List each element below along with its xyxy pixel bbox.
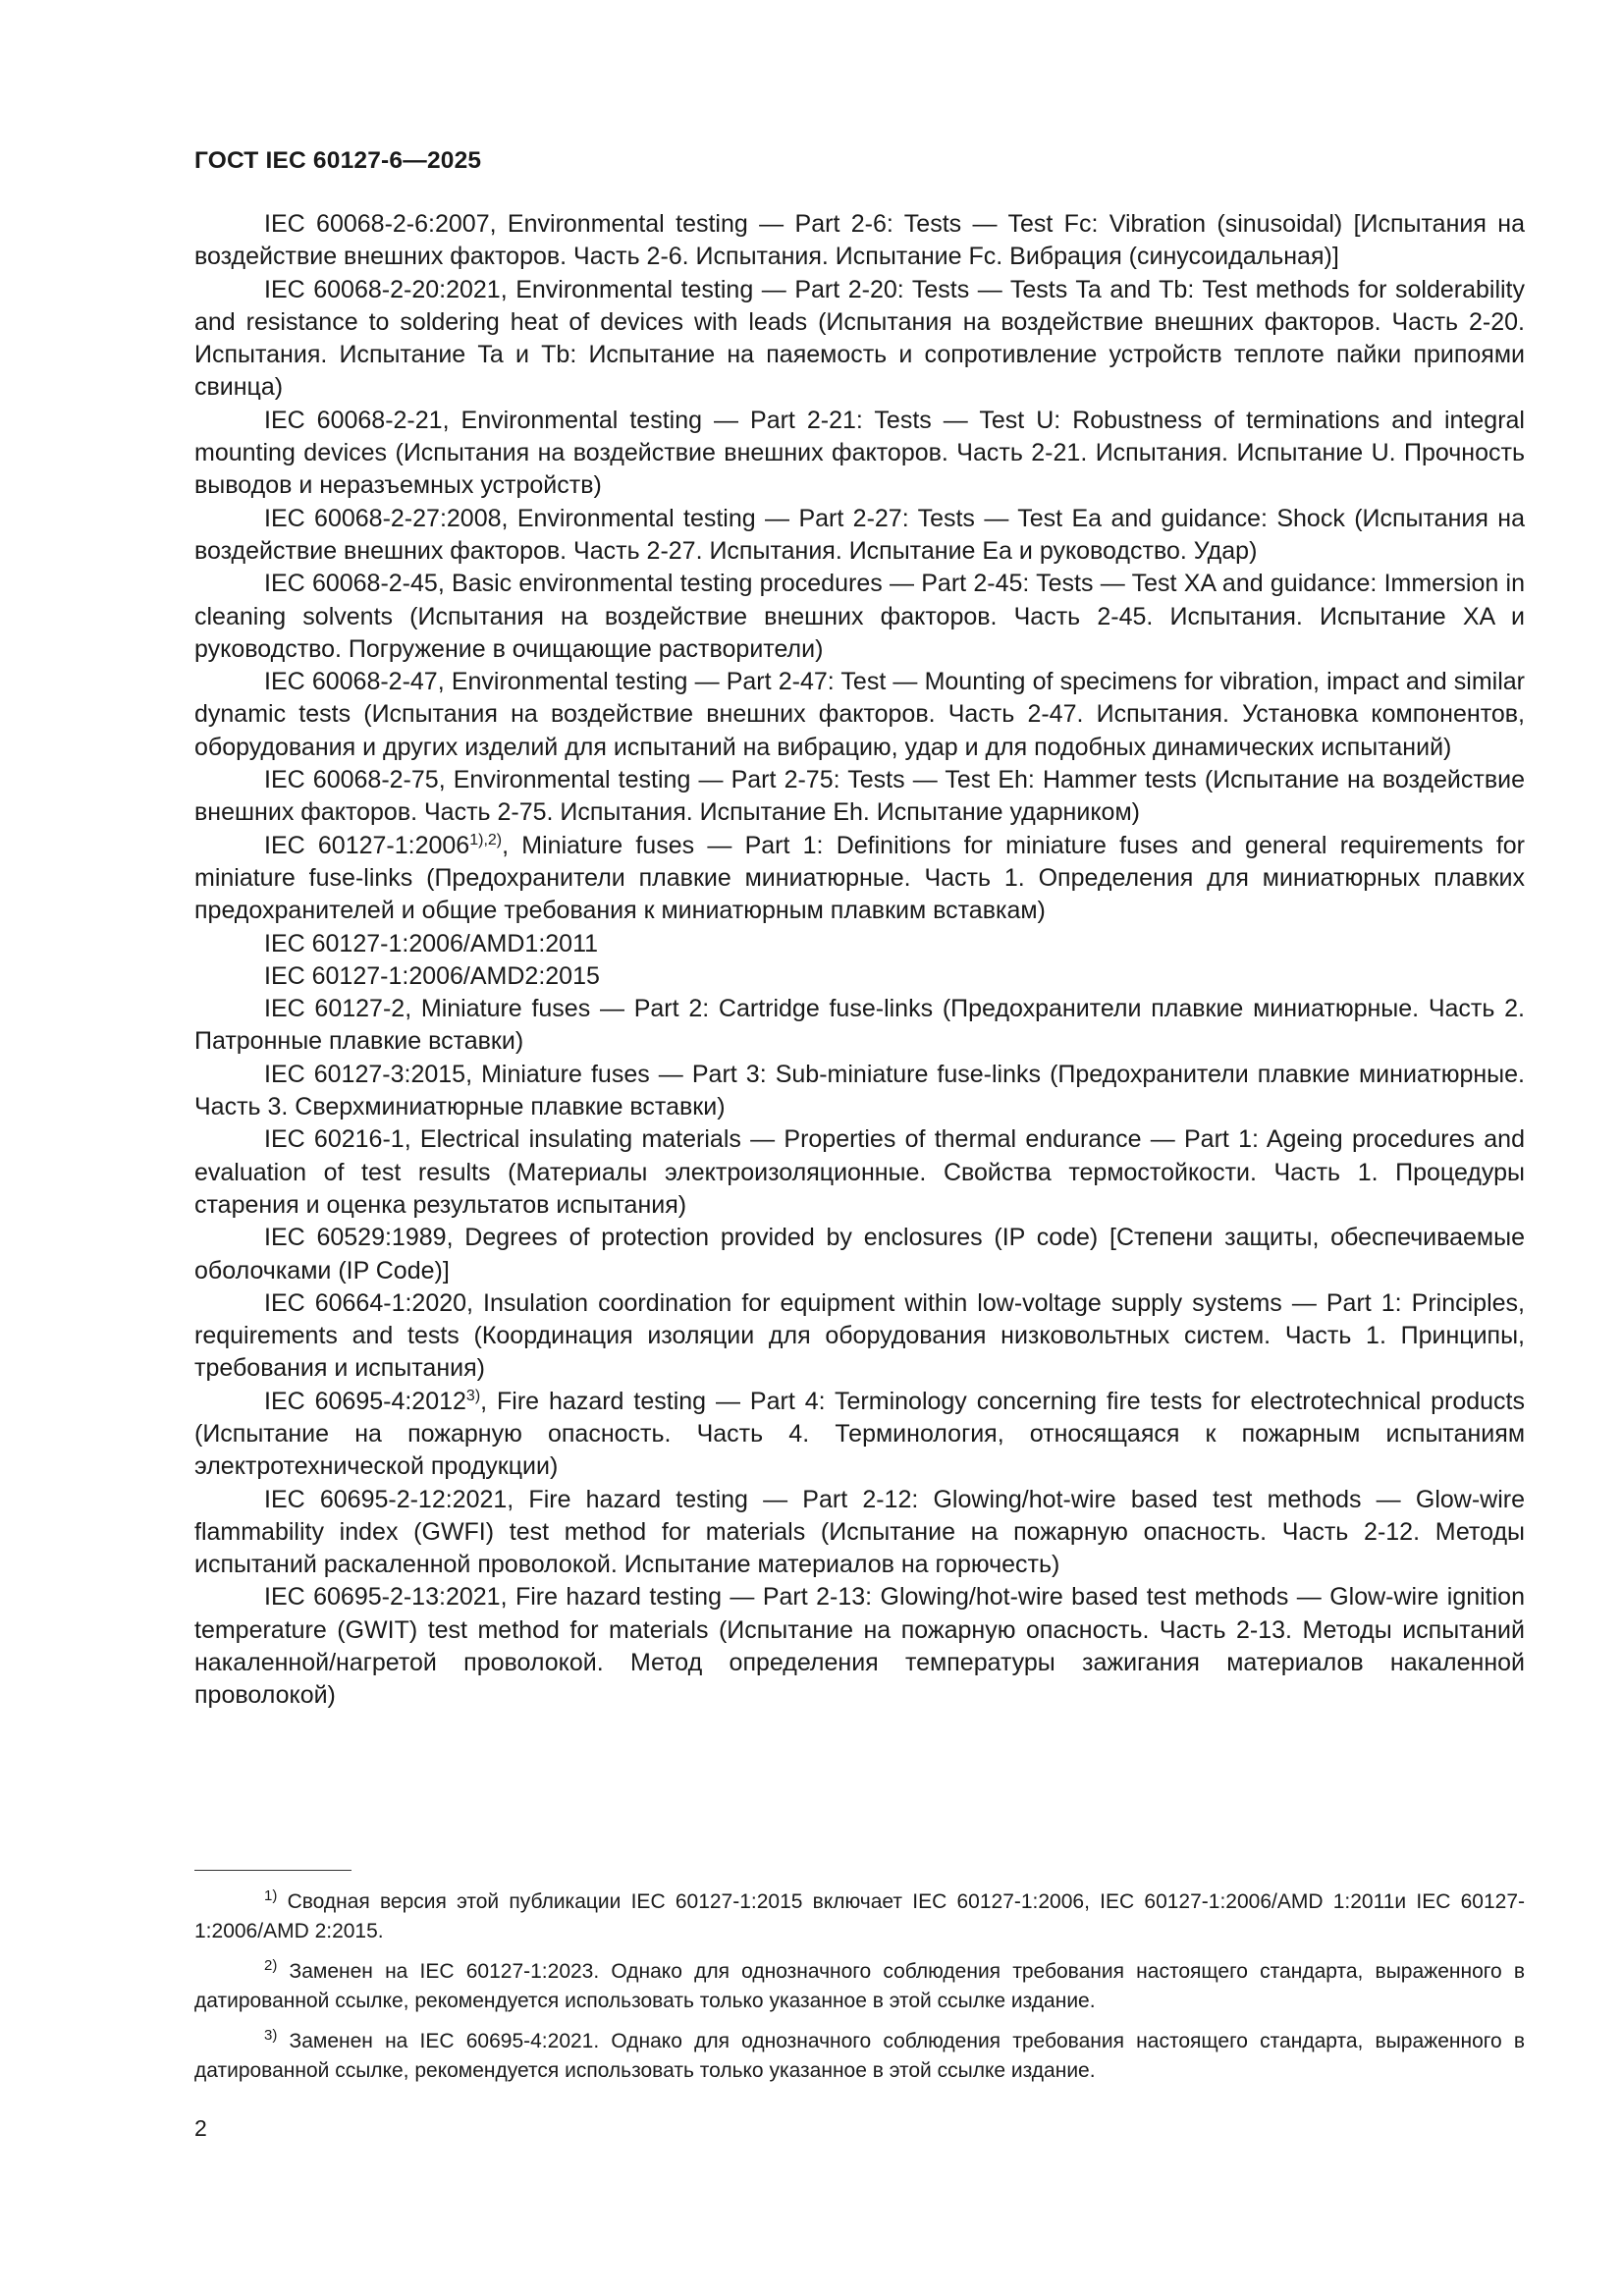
reference-id: IEC 60216-1 (264, 1125, 405, 1154)
reference-title: , Electrical insulating materials — Properties of thermal endurance — Part 1: Ageing procedures and evaluation of test results (Материалы электроизоляционные. Свойства термостойкости. Часть 1. Процедуры старения и оценка результатов испытания) (194, 1125, 1525, 1219)
reference-id: IEC 60695-2-13:2021 (264, 1583, 501, 1612)
page-number: 2 (194, 2115, 207, 2141)
reference-id: IEC 60068-2-27:2008 (264, 504, 502, 532)
reference-entry (194, 1123, 1525, 1222)
reference-entry (194, 568, 1525, 666)
reference-id: IEC 60127-1:2006/AMD2:2015 (264, 961, 600, 990)
reference-id: IEC 60127-2 (264, 995, 406, 1023)
reference-id: IEC 60664-1:2020 (264, 1288, 467, 1317)
reference-entry (194, 1287, 1525, 1386)
reference-id: IEC 60127-1:2006/AMD1:2011 (264, 929, 599, 957)
reference-entry (194, 1484, 1525, 1582)
footnote-marker: 1),2) (469, 831, 503, 848)
reference-id: IEC 60068-2-20:2021 (264, 275, 501, 303)
footnote-text: Заменен на IEC 60127-1:2023. Однако для однозначного соблюдения требования настоящего стандарта, выраженного в датированной ссылке, рекомендуется использовать только указанное в этой ссылке издание. (194, 1960, 1525, 2012)
reference-id: IEC 60068-2-21 (264, 406, 443, 434)
reference-id: IEC 60127-3:2015 (264, 1060, 466, 1088)
reference-entry (194, 405, 1525, 503)
reference-id: IEC 60068-2-75 (264, 766, 439, 794)
reference-title: , Miniature fuses — Part 1: Definitions for miniature fuses and general requirements for miniature fuse-links (Предохранители плавкие миниатюрные. Часть 1. Определения для миниатюрных плавких предохранителей и общие требования к миниатюрным плавким вставкам) (194, 831, 1525, 925)
reference-entry (194, 1386, 1525, 1484)
reference-entry (194, 666, 1525, 764)
reference-title: , Basic environmental testing procedures — Part 2-45: Tests — Test XA and guidance: Immersion in cleaning solvents (Испытания на воздействие внешних факторов. Часть 2-45. Испытания. Испытание XA и руководство. Погружение в очищающие растворители) (194, 570, 1525, 663)
reference-entry (194, 1222, 1525, 1287)
reference-id: IEC 60068-2-45 (264, 570, 438, 598)
reference-title: , Degrees of protection provided by enclosures (IP code) [Степени защиты, обеспечиваемые оболочками (IP Code)] (194, 1224, 1525, 1285)
footnote-mark: 1) (264, 1887, 278, 1904)
reference-entry (194, 993, 1525, 1059)
footnote-marker: 3) (465, 1387, 481, 1404)
reference-id: IEC 60068-2-6:2007 (264, 210, 490, 238)
footnotes (194, 1887, 1525, 2097)
reference-title: , Environmental testing — Part 2-20: Tests — Tests Ta and Tb: Test methods for solderability and resistance to soldering heat of devices with leads (Испытания на воздействие внешних факторов. Часть 2-20. Испытания. Испытание Ta и Tb: Испытание на паяемость и сопротивление устройств теплоте пайки припоями свинца) (194, 275, 1525, 402)
footnote-text: Сводная версия этой публикации IEC 60127-1:2015 включает IEC 60127-1:2006, IEC 60127-1:2006/AMD 1:2011и IEC 60127-1:2006/AMD 2:2015. (194, 1890, 1525, 1942)
reference-id: IEC 60695-2-12:2021 (264, 1485, 508, 1513)
reference-entry (194, 274, 1525, 405)
reference-title: , Environmental testing — Part 2-47: Test — Mounting of specimens for vibration, impact and similar dynamic tests (Испытания на воздействие внешних факторов. Часть 2-47. Испытания. Установка компонентов, оборудования и других изделий для испытаний на вибрацию, удар и для подобных динамических испытаний) (194, 668, 1525, 761)
reference-title: , Environmental testing — Part 2-27: Tests — Test Ea and guidance: Shock (Испытания на воздействие внешних факторов. Часть 2-27. Испытания. Испытание Ea и руководство. Удар) (194, 504, 1525, 565)
footnote (194, 1887, 1525, 1946)
reference-title: , Fire hazard testing — Part 2-13: Glowing/hot-wire based test methods — Glow-wire ignition temperature (GWIT) test method for materials (Испытание на пожарную опасность. Часть 2-13. Методы испытаний накаленной/нагретой проволокой. Метод определения температуры зажигания материалов накаленной проволокой) (194, 1583, 1525, 1710)
footnote-text: Заменен на IEC 60695-4:2021. Однако для однозначного соблюдения требования настоящего стандарта, выраженного в датированной ссылке, рекомендуется использовать только указанное в этой ссылке издание. (194, 2030, 1525, 2082)
reference-entry (194, 1059, 1525, 1124)
reference-entry (194, 503, 1525, 569)
reference-title: , Environmental testing — Part 2-75: Tests — Test Eh: Hammer tests (Испытание на воздействие внешних факторов. Часть 2-75. Испытания. Испытание Eh. Испытание ударником) (194, 766, 1525, 827)
document-header: ГОСТ IEC 60127-6—2025 (194, 147, 482, 174)
footnote-mark: 3) (264, 2027, 278, 2044)
normative-references-list (194, 208, 1525, 1713)
reference-id: IEC 60695-4:2012 (264, 1387, 466, 1415)
reference-title: , Fire hazard testing — Part 4: Terminology concerning fire tests for electrotechnical products (Испытание на пожарную опасность. Часть 4. Терминология, относящаяся к пожарным испытаниям электротехнической продукции) (194, 1387, 1525, 1481)
reference-title: , Miniature fuses — Part 2: Cartridge fuse-links (Предохранители плавкие миниатюрные. Часть 2. Патронные плавкие вставки) (194, 995, 1525, 1056)
footnote-mark: 2) (264, 1957, 278, 1974)
reference-title: , Miniature fuses — Part 3: Sub-miniature fuse-links (Предохранители плавкие миниатюрные. Часть 3. Сверхминиатюрные плавкие вставки) (194, 1060, 1525, 1121)
reference-title: , Environmental testing — Part 2-21: Tests — Test U: Robustness of terminations and integral mounting devices (Испытания на воздействие внешних факторов. Часть 2-21. Испытания. Испытание U. Прочность выводов и неразъемных устройств) (194, 406, 1525, 500)
reference-title: , Insulation coordination for equipment within low-voltage supply systems — Part 1: Principles, requirements and tests (Координация изоляции для оборудования низковольтных систем. Часть 1. Принципы, требования и испытания) (194, 1288, 1525, 1383)
reference-id: IEC 60068-2-47 (264, 668, 438, 696)
reference-entry (194, 764, 1525, 830)
reference-entry (194, 960, 1525, 993)
reference-entry (194, 830, 1525, 928)
reference-entry (194, 1581, 1525, 1712)
reference-id: IEC 60127-1:2006 (264, 831, 470, 859)
reference-entry (194, 928, 1525, 960)
reference-id: IEC 60529:1989 (264, 1224, 447, 1252)
footnote (194, 2027, 1525, 2086)
footnote (194, 1957, 1525, 2016)
reference-entry (194, 208, 1525, 274)
footnote-separator (194, 1870, 352, 1871)
reference-title: , Fire hazard testing — Part 2-12: Glowing/hot-wire based test methods — Glow-wire flammability index (GWFI) test method for materials (Испытание на пожарную опасность. Часть 2-12. Методы испытаний раскаленной проволокой. Испытание материалов на горючесть) (194, 1485, 1525, 1579)
reference-title: , Environmental testing — Part 2-6: Tests — Test Fc: Vibration (sinusoidal) [Испытания на воздействие внешних факторов. Часть 2-6. Испытания. Испытание Fc. Вибрация (синусоидальная)] (194, 210, 1525, 271)
